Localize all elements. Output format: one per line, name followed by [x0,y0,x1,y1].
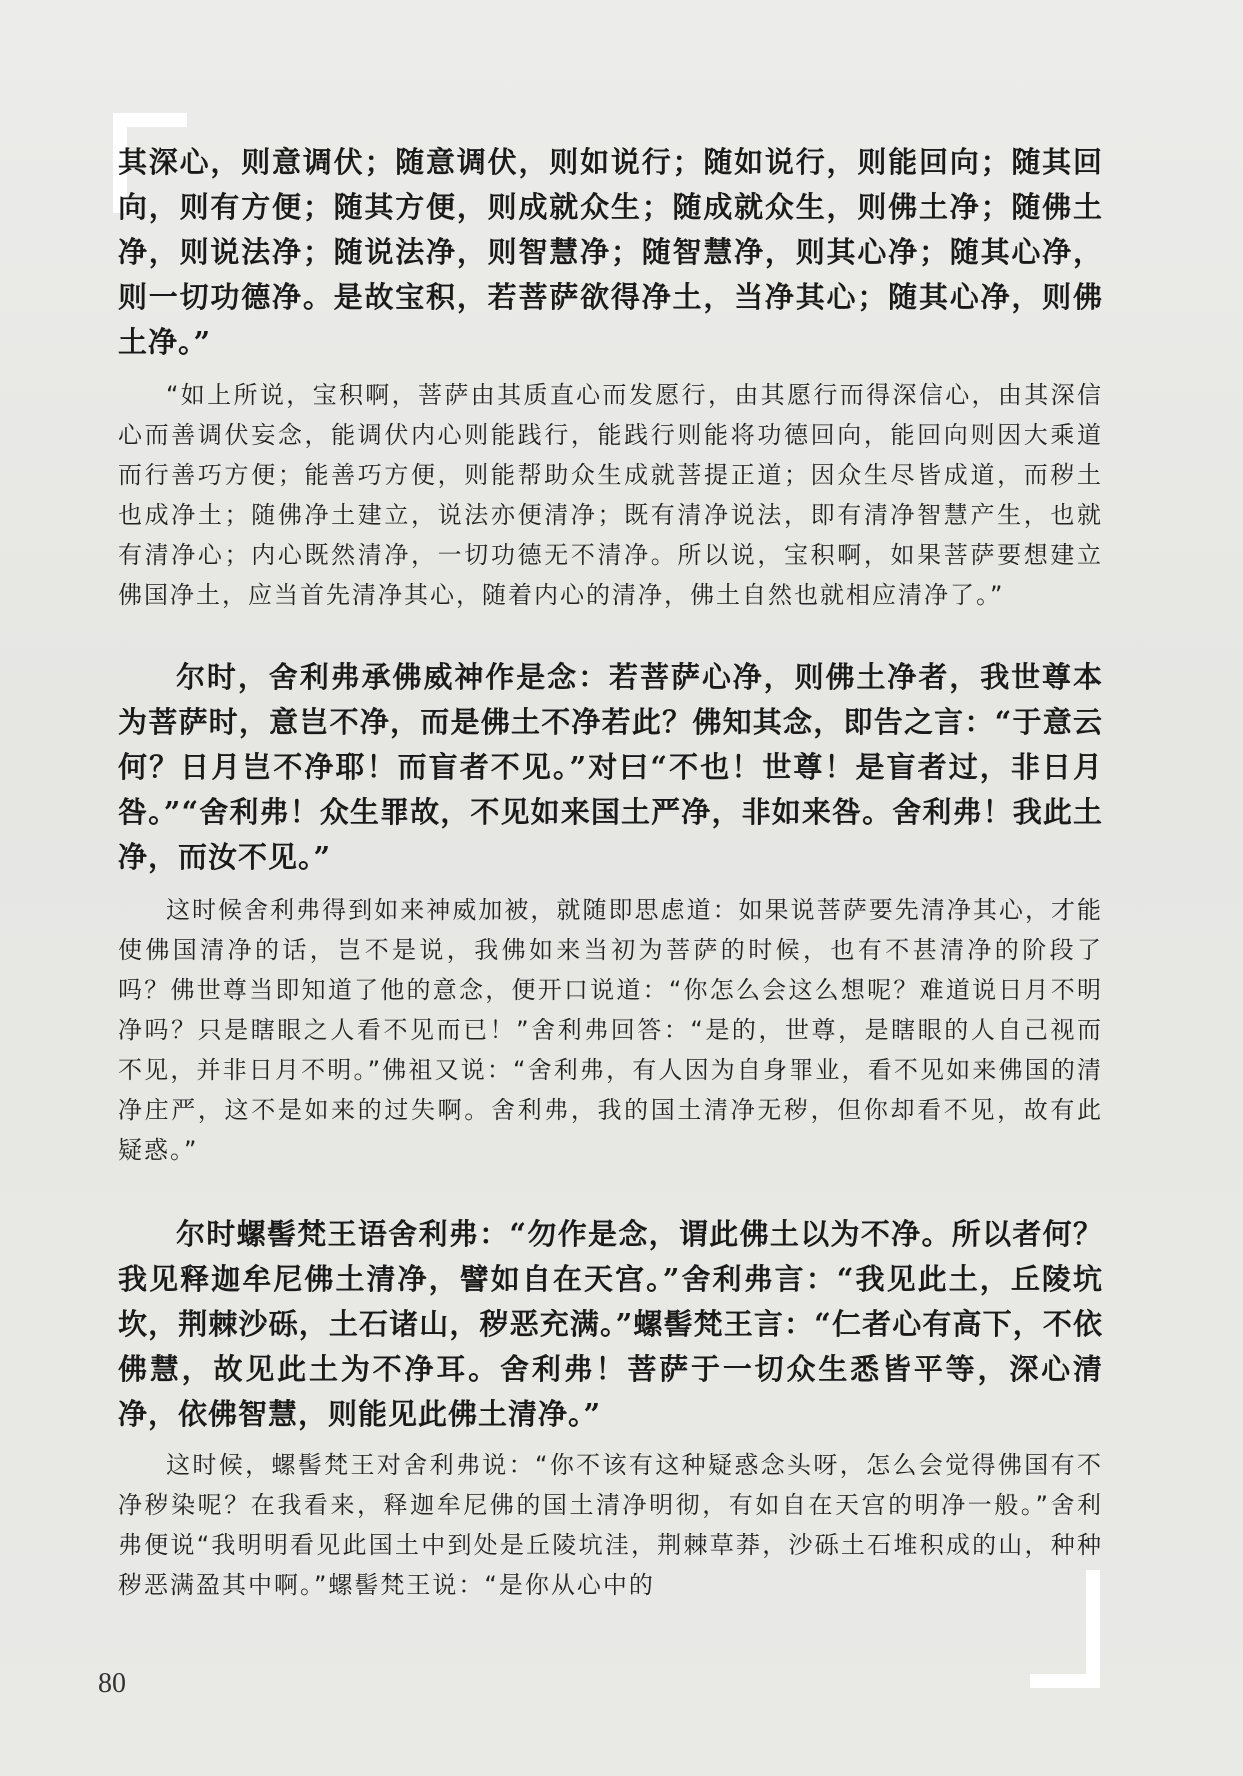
sutra-paragraph-2: 尔时，舍利弗承佛威神作是念：若菩萨心净，则佛土净者，我世尊本为菩萨时，意岂不净，而是佛土不净若此？佛知其念，即告之言：“于意云何？日月岂不净耶！而盲者不见。”对曰“不也！世尊！是盲者过，非日月咎。”“舍利弗！众生罪故，不见如来国土严净，非如来咎。舍利弗！我此土净，而汝不见。” [118,660,1103,874]
translation-paragraph-1: “如上所说，宝积啊，菩萨由其质直心而发愿行，由其愿行而得深信心，由其深信心而善调伏妄念，能调伏内心则能践行，能践行则能将功德回向，能回向则因大乘道而行善巧方便；能善巧方便，则能帮助众生成就菩提正道；因众生尽皆成道，而秽土也成净土；随佛净土建立，说法亦便清净；既有清净说法，即有清净智慧产生，也就有清净心；内心既然清净，一切功德无不清净。所以说，宝积啊，如果菩萨要想建立佛国净土，应当首先清净其心，随着内心的清净，佛土自然也就相应清净了。” [118,381,1103,609]
sutra-paragraph-3: 尔时螺髻梵王语舍利弗：“勿作是念，谓此佛土以为不净。所以者何？我见释迦牟尼佛土清净，譬如自在天宫。”舍利弗言：“我见此土，丘陵坑坎，荆棘沙砾，土石诸山，秽恶充满。”螺髻梵王言：“仁者心有高下，不依佛慧，故见此土为不净耳。舍利弗！菩萨于一切众生悉皆平等，深心清净，依佛智慧，则能见此佛土清净。” [118,1217,1103,1431]
page-number: 80 [98,1668,126,1699]
corner-bracket-bottom-right [1030,1570,1100,1688]
translation-paragraph-3: 这时候，螺髻梵王对舍利弗说：“你不该有这种疑惑念头呀，怎么会觉得佛国有不净秽染呢？在我看来，释迦牟尼佛的国土清净明彻，有如自在天宫的明净一般。”舍利弗便说“我明明看见此国土中到处是丘陵坑洼，荆棘草莽，沙砾土石堆积成的山，种种秽恶满盈其中啊。”螺髻梵王说：“是你从心中的 [118,1451,1103,1599]
translation-paragraph-2: 这时候舍利弗得到如来神威加被，就随即思虑道：如果说菩萨要先清净其心，才能使佛国清净的话，岂不是说，我佛如来当初为菩萨的时候，也有不甚清净的阶段了吗？佛世尊当即知道了他的意念，便开口说道：“你怎么会这么想呢？难道说日月不明净吗？只是瞎眼之人看不见而已！”舍利弗回答：“是的，世尊，是瞎眼的人自己视而不见，并非日月不明。”佛祖又说：“舍利弗，有人因为自身罪业，看不见如来佛国的清净庄严，这不是如来的过失啊。舍利弗，我的国土清净无秽，但你却看不见，故有此疑惑。” [118,896,1103,1164]
page-body [118,140,1103,1605]
sutra-paragraph-1: 其深心，则意调伏；随意调伏，则如说行；随如说行，则能回向；随其回向，则有方便；随其方便，则成就众生；随成就众生，则佛土净；随佛土净，则说法净；随说法净，则智慧净；随智慧净，则其心净；随其心净，则一切功德净。是故宝积，若菩萨欲得净土，当净其心；随其心净，则佛土净。” [118,145,1103,359]
